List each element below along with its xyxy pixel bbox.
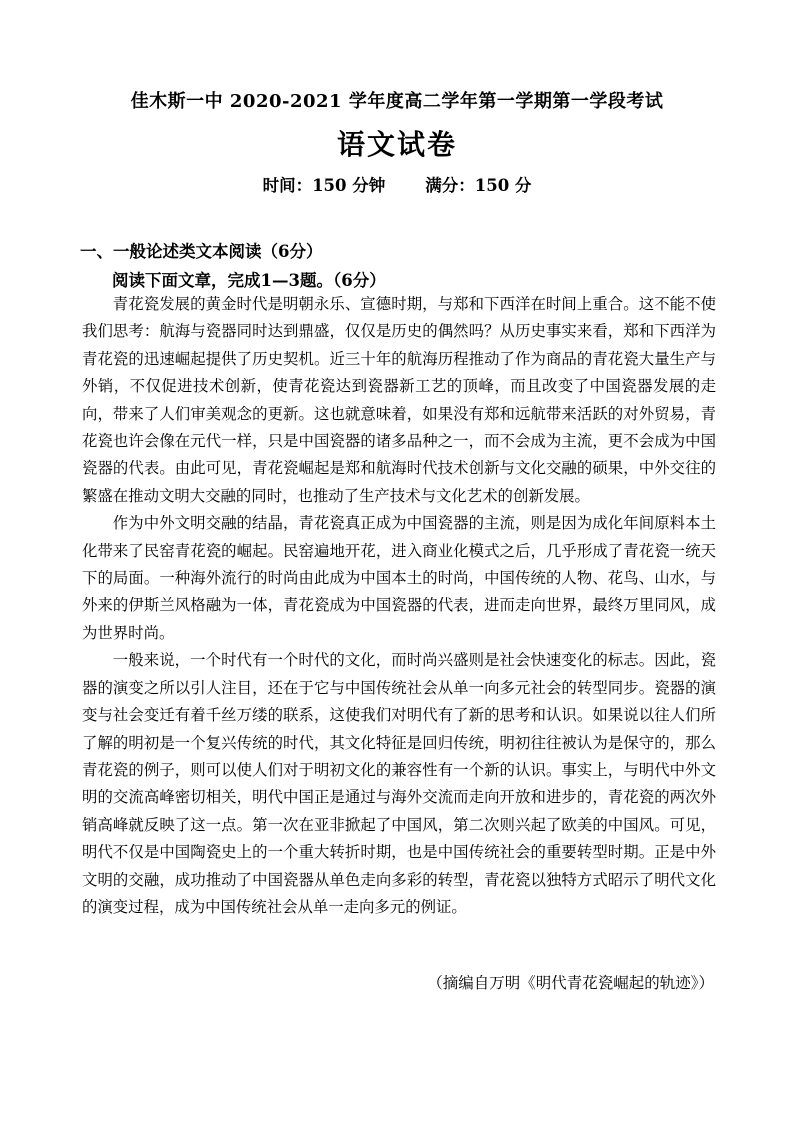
article-paragraph-3: 一般来说，一个时代有一个时代的文化，而时尚兴盛则是社会快速变化的标志。因此，瓷器的演变之所以引人注目，还在于它与中国传统社会从单一向多元社会的转型同步。瓷器的演变与社会变迁有着千丝万缕的联系，这使我们对明代有了新的思考和认识。如果说以往人们所了解的明初是一个复兴传统的时代，其文化特征是回归传统，明初往往被认为是保守的，那么青花瓷的例子，则可以使人们对于明初文化的兼容性有一个新的认识。事实上，与明代中外文明的交流高峰密切相关，明代中国正是通过与海外交流而走向开放和进步的，青花瓷的两次外销高峰就反映了这一点。第一次在亚非掀起了中国风，第二次则兴起了欧美的中国风。可见，明代不仅是中国陶瓷史上的一个重大转折时期，也是中国传统社会的重要转型时期。正是中外文明的交融，成功推动了中国瓷器从单色走向多彩的转型，青花瓷以独特方式昭示了明代文化的演变过程，成为中国传统社会从单一走向多元的例证。 [82, 651, 716, 916]
subject-title: 语文试卷 [336, 128, 457, 161]
exam-title: 佳木斯一中 2020-2021 学年度高二学年第一学期第一学段考试 [130, 91, 664, 112]
article-body [82, 291, 716, 921]
section-heading: 一、一般论述类文本阅读（6分） [80, 242, 323, 261]
article-paragraph-1: 青花瓷发展的黄金时代是明朝永乐、宣德时期，与郑和下西洋在时间上重合。这不能不使我们思考：航海与瓷器同时达到鼎盛，仅仅是历史的偶然吗？从历史事实来看，郑和下西洋为青花瓷的迅速崛起提供了历史契机。近三十年的航海历程推动了作为商品的青花瓷大量生产与外销，不仅促进技术创新，使青花瓷达到瓷器新工艺的顶峰，而且改变了中国瓷器发展的走向，带来了人们审美观念的更新。这也就意味着，如果没有郑和远航带来活跃的对外贸易，青花瓷也许会像在元代一样，只是中国瓷器的诸多品种之一，而不会成为主流，更不会成为中国瓷器的代表。由此可见，青花瓷崛起是郑和航海时代技术创新与文化交融的硕果，中外交往的繁盛在推动文明大交融的同时，也推动了生产技术与文化艺术的创新发展。 [82, 295, 716, 505]
article-paragraph-2: 作为中外文明交融的结晶，青花瓷真正成为中国瓷器的主流，则是因为成化年间原料本土化带来了民窑青花瓷的崛起。民窑遍地开花，进入商业化模式之后，几乎形成了青花瓷一统天下的局面。一种海外流行的时尚由此成为中国本土的时尚，中国传统的人物、花鸟、山水，与外来的伊斯兰风格融为一体，青花瓷成为中国瓷器的代表，进而走向世界，最终万里同风，成为世界时尚。 [82, 514, 716, 642]
exam-info [0, 172, 794, 196]
score-label: 满分：150 分 [425, 176, 532, 195]
article-source: （摘编自万明《明代青花瓷崛起的轨迹》） [427, 974, 714, 992]
reading-instruction: 阅读下面文章，完成1—3题。（6分） [112, 271, 386, 290]
time-label: 时间：150 分钟 [262, 176, 386, 195]
